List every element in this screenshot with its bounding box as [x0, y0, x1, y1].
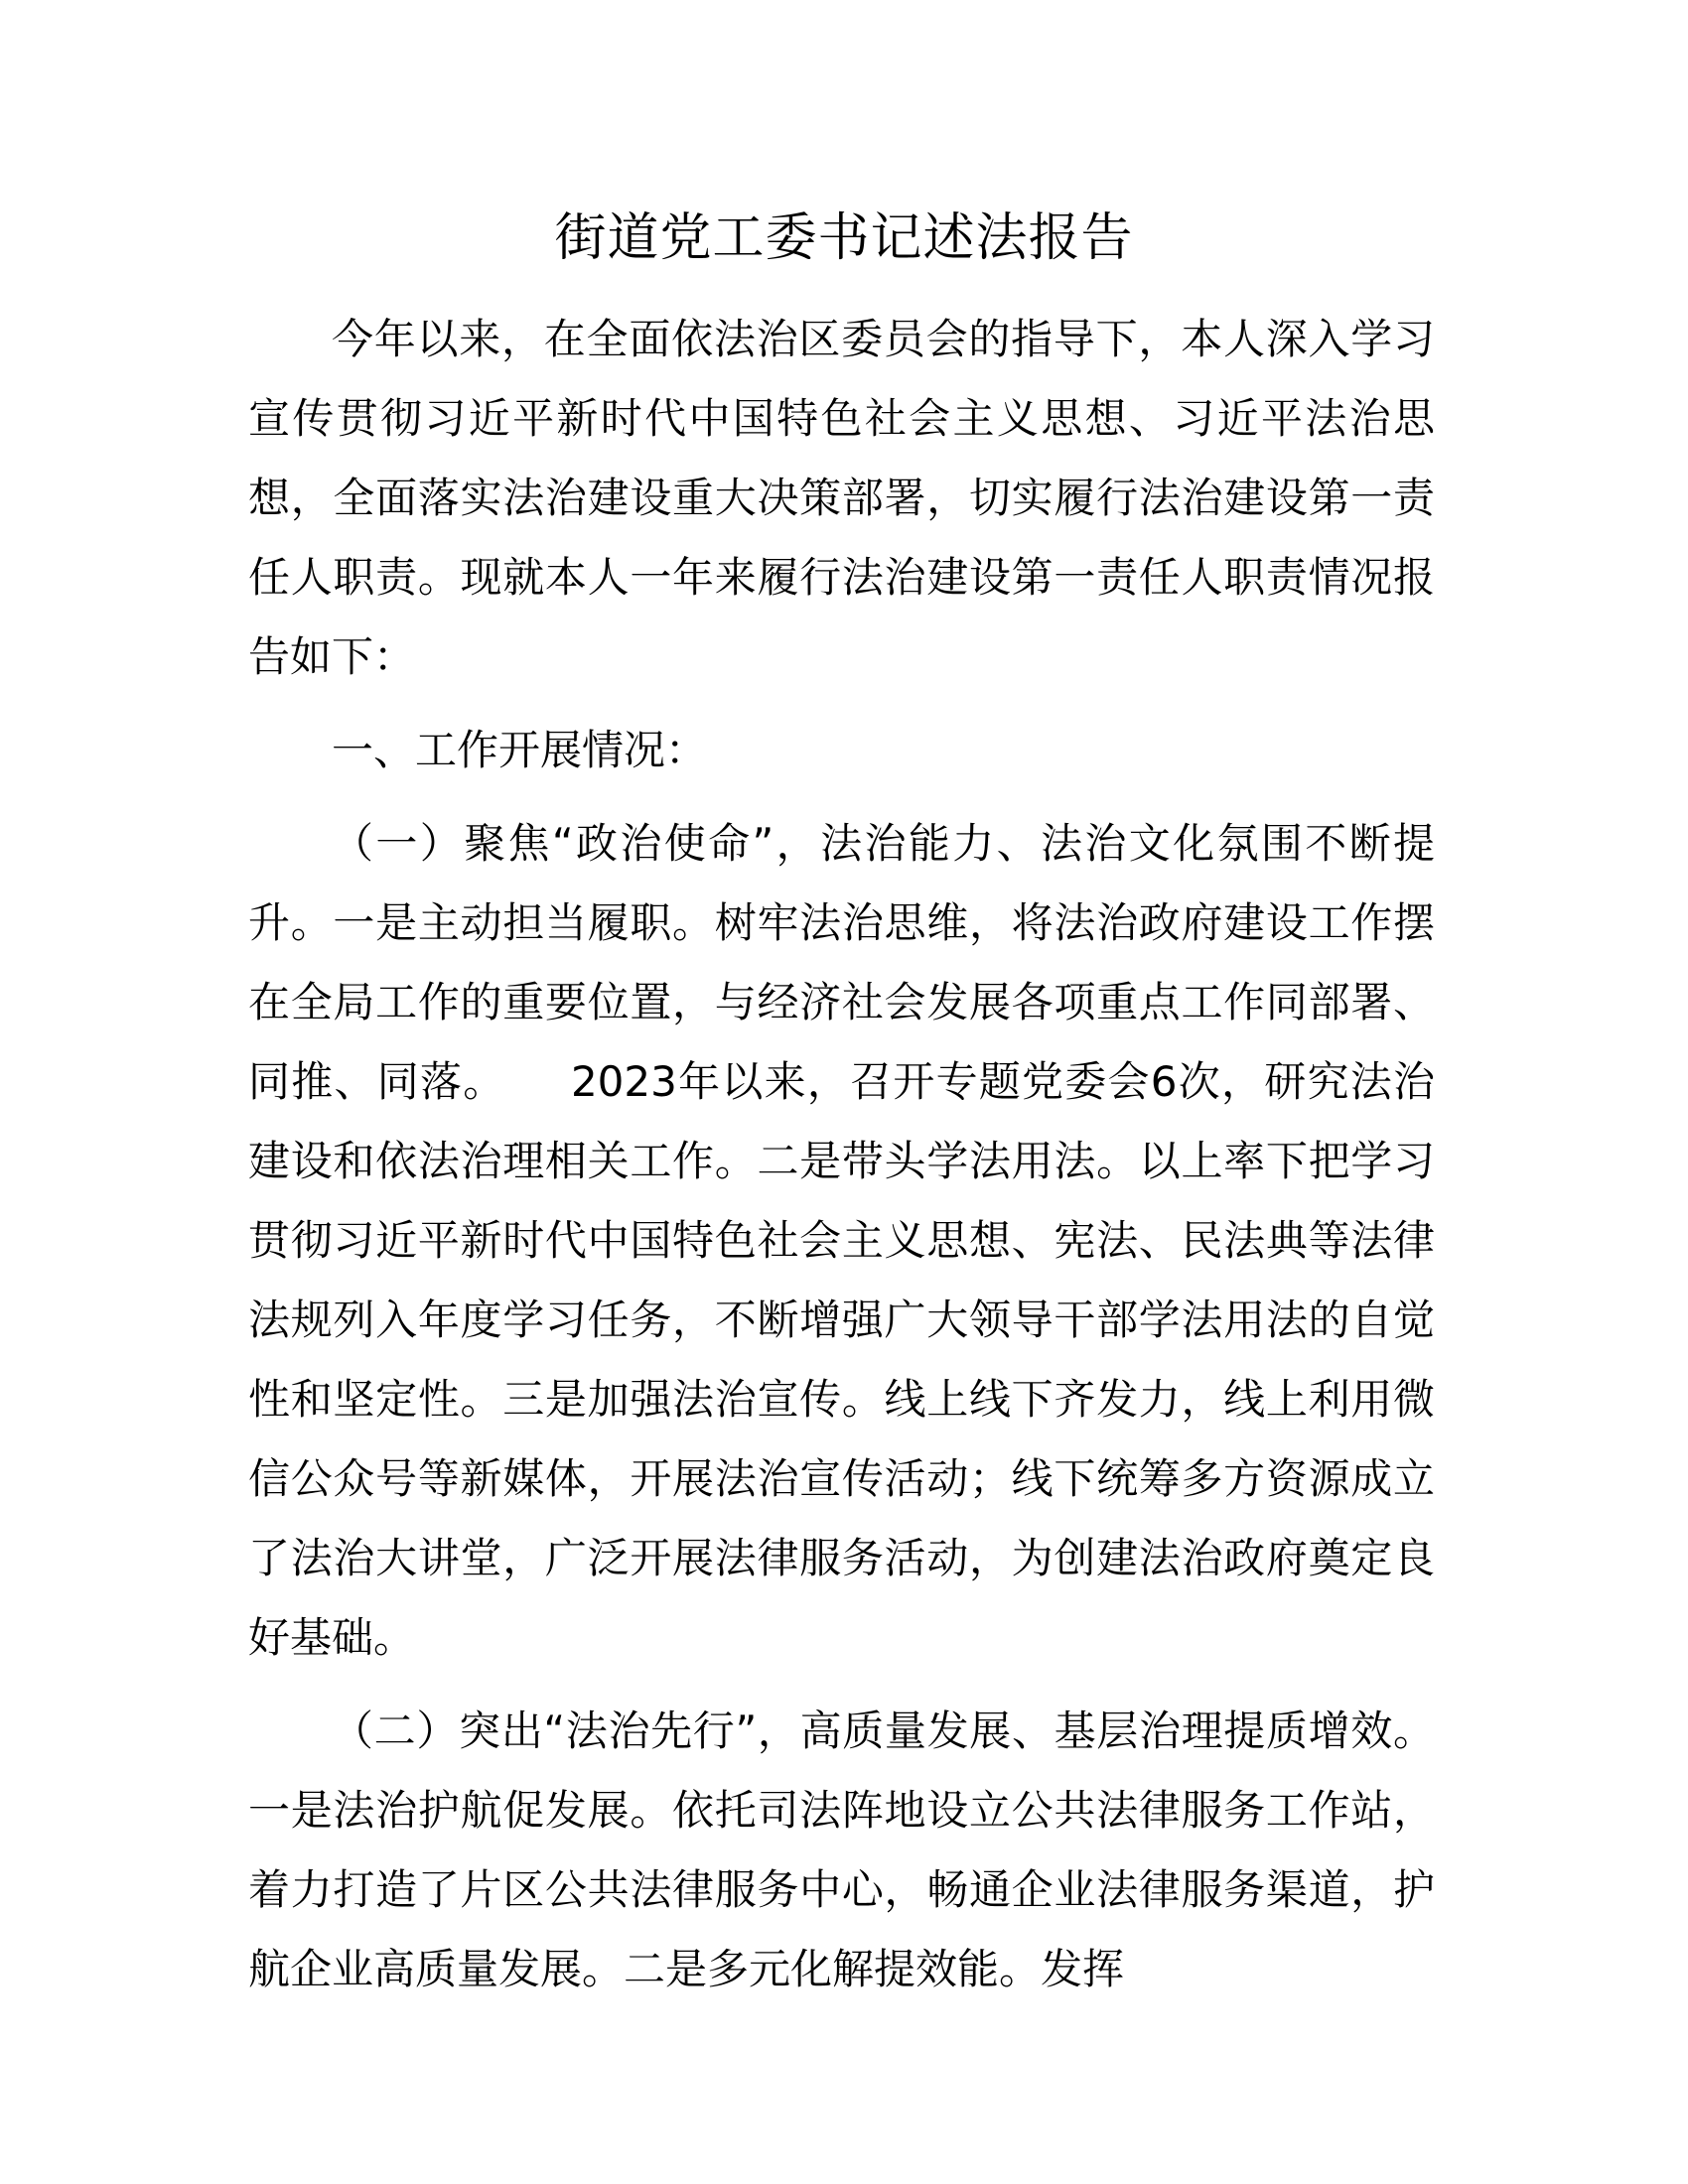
document-body [248, 300, 1435, 2009]
subsection-paragraph-1: （一）聚焦“政治使命”，法治能力、法治文化氛围不断提升。一是主动担当履职。树牢法治思维，将法治政府建设工作摆在全局工作的重要位置，与经济社会发展各项重点工作同部署、同推、同落。 2023年以来，召开专题党委会6次，研究法治建设和依法治理相关工作。二是带头学法用法。以上率下把学习贯彻习近平新时代中国特色社会主义思想、宪法、民法典等法律法规列入年度学习任务，不断增强广大领导干部学法用法的自觉性和坚定性。三是加强法治宣传。线上线下齐发力，线上利用微信公众号等新媒体，开展法治宣传活动；线下统筹多方资源成立了法治大讲堂，广泛开展法律服务活动，为创建法治政府奠定良好基础。 [248, 819, 1435, 1662]
document-title: 街道党工委书记述法报告 [554, 208, 1134, 268]
intro-paragraph: 今年以来，在全面依法治区委员会的指导下，本人深入学习宣传贯彻习近平新时代中国特色社会主义思想、习近平法治思想，全面落实法治建设重大决策部署，切实履行法治建设第一责任人职责。现就本人一年来履行法治建设第一责任人职责情况报告如下： [248, 315, 1435, 681]
section-heading-1: 一、工作开展情况： [332, 726, 708, 774]
subsection-paragraph-2: （二）突出“法治先行”，高质量发展、基层治理提质增效。一是法治护航促发展。依托司法阵地设立公共法律服务工作站，着力打造了片区公共法律服务中心，畅通企业法律服务渠道，护航企业高质量发展。二是多元化解提效能。发挥 [248, 1706, 1435, 1993]
